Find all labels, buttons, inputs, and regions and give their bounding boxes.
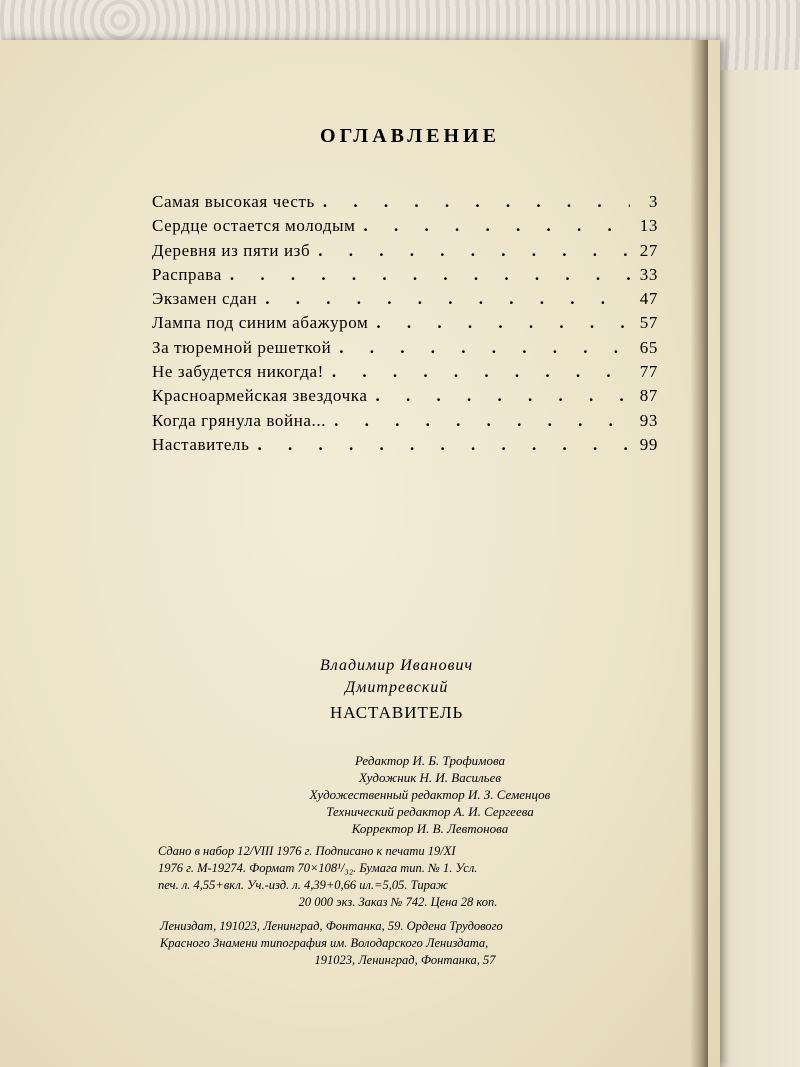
toc-leader-dots [332, 362, 630, 382]
toc-leader-dots [230, 265, 630, 285]
toc-entry-title: Экзамен сдан [152, 289, 258, 309]
toc-entry [152, 435, 658, 459]
toc-entry [152, 338, 658, 362]
toc-heading: ОГЛАВЛЕНИЕ [320, 125, 500, 147]
toc-entry-title: Когда грянула война... [152, 410, 327, 430]
toc-entry-title: Самая высокая честь [152, 192, 315, 211]
toc-entry-title: Красноармейская звездочка [152, 386, 368, 406]
author-name [300, 655, 530, 699]
toc-entry [152, 192, 658, 216]
toc-entry [152, 216, 658, 240]
toc-entry-page: 13 [639, 216, 658, 236]
toc-entry-title: Не забудется никогда! [152, 362, 324, 382]
print-line: Сдано в набор 12/VIII 1976 г. Подписано к печати 19/XI [158, 844, 456, 858]
toc-entry-page: 87 [639, 386, 658, 406]
toc-entry-page: 27 [639, 240, 658, 260]
publisher-info [160, 918, 650, 969]
toc-leader-dots [364, 216, 630, 236]
toc-entry [152, 265, 658, 289]
author-surname: Дмитревский [345, 679, 449, 696]
toc-leader-dots [265, 289, 630, 309]
publisher-line: 191023, Ленинград, Фонтанка, 57 [314, 953, 496, 967]
toc-leader-dots [323, 192, 630, 212]
toc-list [152, 192, 658, 459]
toc-entry [152, 241, 658, 265]
toc-leader-dots [258, 435, 631, 455]
toc-leader-dots [376, 313, 630, 333]
print-line: печ. л. 4,55+вкл. Уч.-изд. л. 4,39+0,66 ил.=5,05. Тираж [158, 878, 448, 892]
toc-leader-dots [376, 386, 631, 406]
toc-entry [152, 289, 658, 313]
credit-line: Технический редактор А. И. Сергеева [326, 804, 534, 819]
toc-entry-page: 77 [639, 362, 658, 382]
credit-line: Корректор И. В. Левтонова [351, 821, 509, 836]
toc-entry-page: 93 [639, 410, 658, 430]
toc-entry [152, 313, 658, 337]
print-line: 1976 г. М-19274. Формат 70×108¹/₃₂. Бумага тип. № 1. Усл. [158, 861, 478, 875]
toc-entry-page: 57 [639, 313, 658, 333]
toc-entry-title: Сердце остается молодым [152, 216, 356, 236]
print-line: 20 000 экз. Заказ № 742. Цена 28 коп. [298, 895, 498, 909]
toc-entry [152, 386, 658, 410]
page-gutter-shadow [690, 40, 708, 1067]
credit-line: Художественный редактор И. З. Семенцов [309, 787, 551, 802]
toc-entry [152, 362, 658, 386]
publisher-line: Лениздат, 191023, Ленинград, Фонтанка, 59. Ордена Трудового [160, 919, 503, 933]
toc-leader-dots [318, 241, 630, 261]
toc-entry-title: За тюремной решеткой [152, 337, 332, 357]
book-title: НАСТАВИТЕЛЬ [330, 703, 464, 722]
toc-entry-page: 99 [639, 434, 658, 454]
toc-entry-title: Расправа [152, 264, 222, 284]
toc-entry [152, 411, 658, 435]
author-first-names: Владимир Иванович [320, 657, 474, 674]
publisher-line: Красного Знамени типография им. Володарского Лениздата, [160, 936, 489, 950]
credit-line: Редактор И. Б. Трофимова [354, 753, 506, 768]
toc-entry-title: Деревня из пяти изб [152, 240, 311, 260]
toc-entry-page: 3 [648, 192, 658, 211]
toc-entry-page: 47 [639, 289, 658, 309]
editorial-credits [240, 752, 620, 837]
print-details [158, 843, 638, 911]
toc-leader-dots [334, 411, 630, 431]
toc-entry-page: 33 [639, 264, 658, 284]
toc-entry-title: Наставитель [152, 434, 250, 454]
toc-entry-title: Лампа под синим абажуром [152, 313, 369, 333]
credit-line: Художник Н. И. Васильев [358, 770, 502, 785]
toc-leader-dots [339, 338, 630, 358]
toc-entry-page: 65 [639, 337, 658, 357]
